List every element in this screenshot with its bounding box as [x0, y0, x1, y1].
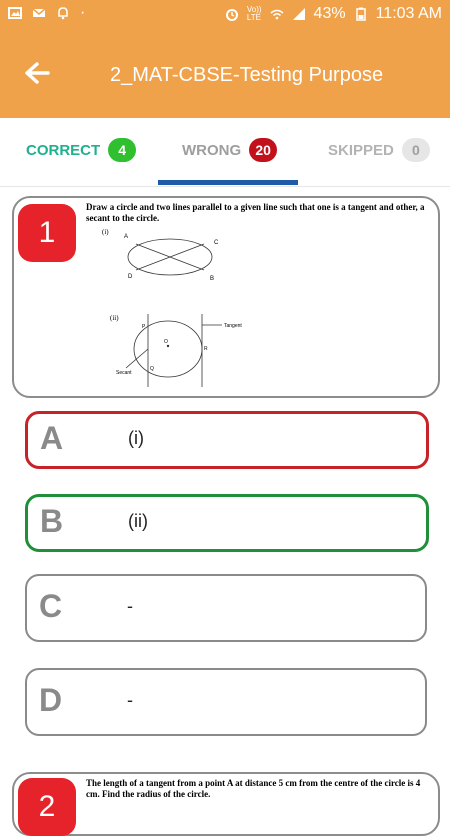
- figure-label-B: B: [210, 276, 215, 282]
- option-c[interactable]: [25, 574, 427, 642]
- tab-wrong[interactable]: [182, 138, 277, 162]
- option-a[interactable]: [25, 411, 429, 469]
- battery-percent: 43%: [313, 5, 346, 22]
- image-icon: [8, 6, 22, 20]
- status-left-icons: [8, 6, 85, 20]
- volte-indicator: Vo)) LTE: [246, 5, 262, 22]
- question-number-badge: 1: [18, 204, 76, 262]
- figure-label-i: (i): [102, 228, 109, 236]
- app-bar: [0, 30, 450, 118]
- figure-label-A: A: [124, 234, 129, 240]
- option-d[interactable]: [25, 668, 427, 736]
- battery-icon: [354, 7, 368, 21]
- option-letter: C: [39, 588, 63, 624]
- wifi-icon: [270, 7, 284, 21]
- tab-correct[interactable]: [26, 138, 136, 162]
- figure-label-ii: (ii): [110, 314, 119, 322]
- wrong-count-badge: 20: [249, 138, 277, 162]
- page-title: 2_MAT-CBSE-Testing Purpose: [110, 64, 384, 86]
- question-figure: [96, 222, 356, 392]
- status-right: [225, 5, 442, 23]
- signal-icon: [292, 7, 306, 21]
- tab-wrong-label: WRONG: [182, 141, 242, 159]
- option-b[interactable]: [25, 494, 429, 552]
- clock: 11:03 AM: [375, 5, 442, 22]
- option-letter: A: [40, 420, 64, 456]
- figure-label-secant: Secant: [116, 370, 132, 376]
- tab-skipped-label: SKIPPED: [328, 141, 394, 159]
- option-letter: B: [40, 503, 64, 539]
- figure-label-C: C: [214, 240, 219, 246]
- figure-ii-center-point: [167, 345, 169, 347]
- correct-count-badge: 4: [108, 138, 136, 162]
- option-text: (ii): [128, 511, 148, 531]
- option-letter: D: [39, 682, 63, 718]
- figure-ii-secant-line: [126, 349, 148, 368]
- tab-skipped[interactable]: [328, 138, 430, 162]
- question-number-badge-2: 2: [18, 778, 76, 836]
- active-tab-indicator: [158, 180, 298, 185]
- question-text: Draw a circle and two lines parallel to a given line such that one is a tangent and other, a secant to the circle.: [86, 202, 425, 223]
- question-text-2: The length of a tangent from a point A at distance 5 cm from the centre of the circle is 4 cm. Find the radius of the circle.: [86, 778, 421, 799]
- figure-label-P: P: [142, 324, 146, 330]
- figure-label-tangent: Tangent: [224, 323, 242, 329]
- option-text: (i): [128, 428, 144, 448]
- dot-icon: ·: [80, 4, 86, 21]
- option-text: -: [127, 596, 133, 616]
- skipped-count-badge: 0: [402, 138, 430, 162]
- back-arrow-icon[interactable]: [22, 58, 52, 88]
- bell-icon: [56, 6, 70, 20]
- tab-correct-label: CORRECT: [26, 141, 101, 159]
- figure-label-D: D: [128, 274, 133, 280]
- figure-label-R: R: [204, 346, 208, 352]
- result-tabs: [0, 118, 450, 187]
- figure-label-Q: Q: [150, 366, 154, 372]
- alarm-icon: [225, 7, 239, 21]
- option-text: -: [127, 690, 133, 710]
- figure-label-O: O: [164, 339, 168, 345]
- status-bar: [0, 0, 450, 30]
- mail-icon: [32, 6, 46, 20]
